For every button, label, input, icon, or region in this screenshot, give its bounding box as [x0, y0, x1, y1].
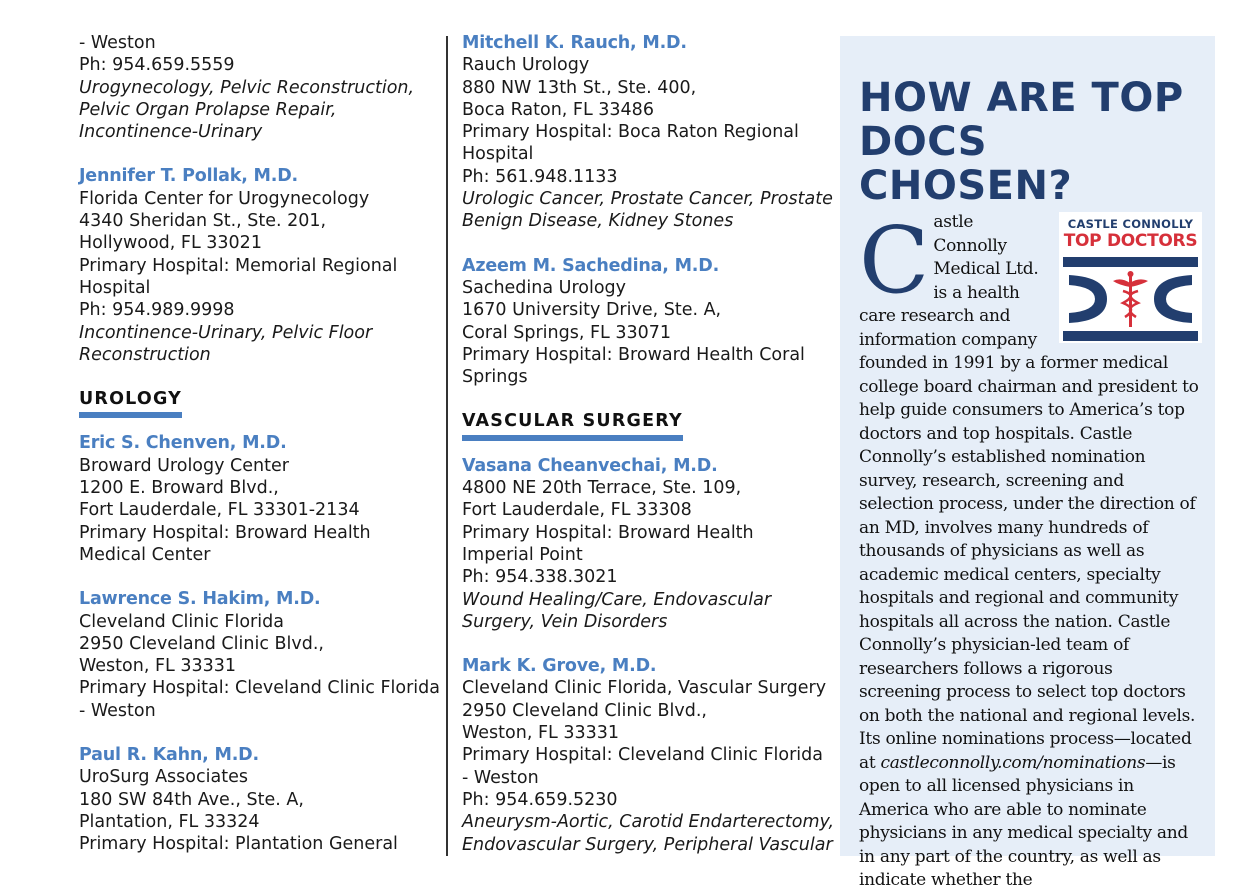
address-line: 2950 Cleveland Clinic Blvd., [462, 700, 707, 721]
listing-entry-pollak [79, 165, 439, 366]
section-heading-vascular-surgery: VASCULAR SURGERY [462, 410, 683, 440]
hospital-line: Primary Hospital: Memorial Regional [79, 255, 398, 276]
address-line: 4800 NE 20th Terrace, Ste. 109, [462, 478, 742, 499]
address-line: 4340 Sheridan St., Ste. 201, [79, 211, 327, 232]
listing-entry-chenven [79, 432, 439, 566]
phone-line: Ph: 954.338.3021 [462, 567, 618, 588]
hospital-line: - Weston [79, 33, 156, 53]
address-line: 1670 University Drive, Ste. A, [462, 300, 722, 321]
column-divider [446, 36, 448, 856]
doctor-name: Eric S. Chenven, M.D. [79, 433, 287, 454]
specialty-line: Benign Disease, Kidney Stones [462, 211, 734, 232]
sidebar-text-part-2: —is open to all licensed physicians in America who are able to nominate physicians in any medical specialty and in any part of the country, as well as indicate whether the [859, 752, 1188, 890]
hospital-line: Springs [462, 367, 528, 388]
doctor-name: Mitchell K. Rauch, M.D. [462, 33, 687, 53]
hospital-line: Primary Hospital: Cleveland Clinic Florida [79, 678, 440, 699]
sidebar-title-line-2: DOCS CHOSEN? [859, 119, 1073, 209]
address-line: 880 NW 13th St., Ste. 400, [462, 77, 697, 98]
city-line: Weston, FL 33331 [79, 656, 236, 677]
practice-line: Rauch Urology [462, 55, 590, 76]
listing-entry-sachedina [462, 255, 827, 389]
practice-line: UroSurg Associates [79, 767, 248, 788]
hospital-line: Hospital [79, 277, 151, 298]
listing-entry-continued [79, 32, 439, 143]
listing-column-1 [79, 32, 439, 878]
specialty-line: Endovascular Surgery, Peripheral Vascular [462, 834, 833, 855]
listing-entry-kahn [79, 744, 439, 855]
phone-line: Ph: 954.659.5230 [462, 789, 618, 810]
hospital-line: - Weston [79, 700, 156, 721]
specialty-line: Reconstruction [79, 344, 211, 365]
doctor-name: Jennifer T. Pollak, M.D. [79, 166, 298, 187]
phone-line: Ph: 954.659.5559 [79, 55, 235, 76]
address-line: 1200 E. Broward Blvd., [79, 478, 279, 499]
city-line: Boca Raton, FL 33486 [462, 99, 654, 120]
city-line: Fort Lauderdale, FL 33301-2134 [79, 500, 360, 521]
city-line: Weston, FL 33331 [462, 723, 619, 744]
city-line: Hollywood, FL 33021 [79, 233, 262, 254]
specialty-line: Pelvic Organ Prolapse Repair, [79, 99, 337, 120]
phone-line: Ph: 954.989.9998 [79, 300, 235, 321]
doctor-name: Lawrence S. Hakim, M.D. [79, 589, 321, 610]
hospital-line: Hospital [462, 144, 534, 165]
specialty-line: Surgery, Vein Disorders [462, 611, 668, 632]
specialty-line: Incontinence-Urinary [79, 122, 263, 143]
hospital-line: Primary Hospital: Broward Health [79, 522, 371, 543]
sidebar-title-line-1: HOW ARE TOP [859, 75, 1184, 121]
listing-entry-cheanvechai [462, 455, 827, 633]
listing-entry-rauch [462, 32, 833, 233]
practice-line: Sachedina Urology [462, 277, 627, 298]
doctor-name: Paul R. Kahn, M.D. [79, 745, 259, 766]
practice-line: Cleveland Clinic Florida, Vascular Surgery [462, 678, 827, 699]
address-line: 2950 Cleveland Clinic Blvd., [79, 633, 324, 654]
listing-entry-grove [462, 655, 835, 856]
specialty-line: Incontinence-Urinary, Pelvic Floor [79, 322, 373, 343]
practice-line: Broward Urology Center [79, 455, 289, 476]
practice-line: Cleveland Clinic Florida [79, 611, 284, 632]
listing-entry-hakim [79, 588, 439, 722]
phone-line: Ph: 561.948.1133 [462, 166, 618, 187]
doctor-name: Mark K. Grove, M.D. [462, 656, 657, 677]
hospital-line: Primary Hospital: Cleveland Clinic Florida [462, 745, 823, 766]
specialty-line: Wound Healing/Care, Endovascular [462, 589, 772, 610]
nominations-link-text: castleconnolly.com/nominations [880, 752, 1146, 773]
logo-wordmark-top: CASTLE CONNOLLY [1067, 217, 1194, 231]
section-heading-urology: UROLOGY [79, 388, 182, 418]
hospital-line: Medical Center [79, 544, 211, 565]
address-line: 180 SW 84th Ave., Ste. A, [79, 789, 304, 810]
practice-line: Florida Center for Urogynecology [79, 188, 370, 209]
logo-float-space [1049, 211, 1199, 346]
drop-cap: C [859, 207, 930, 314]
hospital-line: - Weston [462, 767, 539, 788]
city-line: Plantation, FL 33324 [79, 811, 260, 832]
sidebar-title [859, 76, 1204, 208]
city-line: Coral Springs, FL 33071 [462, 322, 672, 343]
doctor-name: Azeem M. Sachedina, M.D. [462, 255, 720, 276]
specialty-line: Urologic Cancer, Prostate Cancer, Prostate [462, 189, 833, 210]
hospital-line: Primary Hospital: Broward Health [462, 522, 754, 543]
hospital-line: Primary Hospital: Boca Raton Regional [462, 122, 799, 143]
hospital-line: Primary Hospital: Plantation General [79, 834, 398, 855]
specialty-line: Urogynecology, Pelvic Reconstruction, [79, 77, 415, 98]
hospital-line: Primary Hospital: Broward Health Coral [462, 344, 805, 365]
specialty-line: Aneurysm-Aortic, Carotid Endarterectomy, [462, 812, 835, 833]
sidebar-body [859, 207, 1199, 893]
listing-column-2 [462, 32, 835, 878]
hospital-line: Imperial Point [462, 544, 583, 565]
sidebar-text-part-1: astle Connolly Medical Ltd. is a health care research and information company founded in 1991 by a former medical college board chairman and president to help guide consumers to America’s top doctors and top hospitals. Castle Connolly’s established nomination survey, research, screening and selection process, under the direction of an MD, involves many hundreds of thousands of physicians as well as academic medical centers, specialty hospitals and regional and community hospitals all across the nation. Castle Connolly’s physician-led team of researchers follows a rigorous screening process to select top doctors on both the national and regional levels. Its online nominations process—located at [859, 212, 1199, 773]
city-line: Fort Lauderdale, FL 33308 [462, 500, 692, 521]
sidebar-how-chosen [840, 36, 1215, 890]
logo-wordmark-bottom: TOP DOCTORS [1063, 231, 1198, 251]
doctor-name: Vasana Cheanvechai, M.D. [462, 455, 718, 476]
